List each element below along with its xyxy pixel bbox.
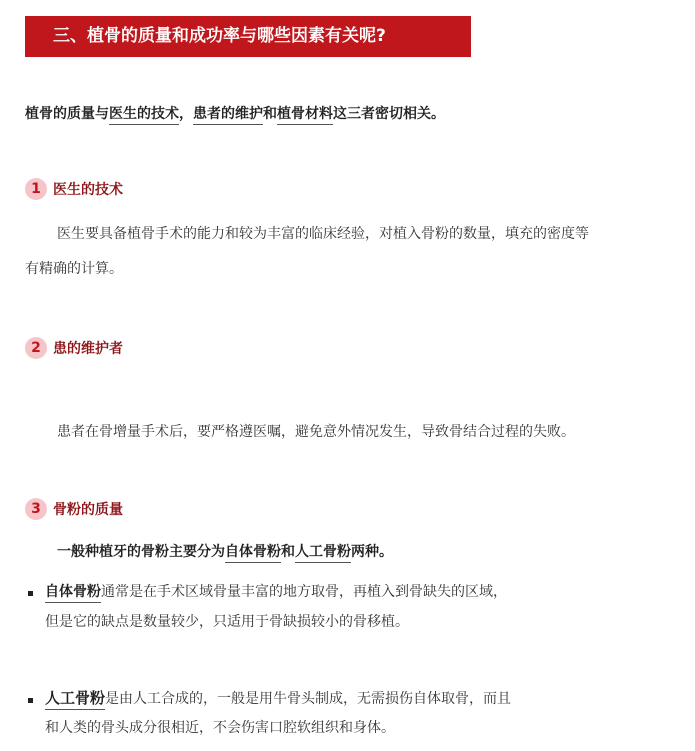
section-heading-3: [25, 497, 123, 521]
section-title-banner: [25, 16, 471, 57]
intro-text: 和: [263, 106, 277, 122]
lead-keyword-artificial: 人工骨粉: [295, 544, 351, 563]
intro-keyword-doctor: 医生的技术: [109, 106, 179, 125]
bullet-text: 是由人工合成的，一般是用牛骨头制成，无需损伤自体取骨，而且: [105, 691, 512, 707]
bullet-1-line-2: 但是它的缺点是数量较少，只适用于骨缺损较小的骨移植。: [45, 614, 409, 630]
section-1-line-1: 医生要具备植骨手术的能力和较为丰富的临床经验，对植入骨粉的数量，填充的密度等: [57, 226, 589, 242]
section-heading-title: 患的维护者: [53, 341, 123, 357]
section-1-line-2: 有精确的计算。: [25, 261, 123, 277]
intro-text: 植骨的质量与: [25, 106, 109, 122]
section-heading-title: 骨粉的质量: [53, 502, 123, 518]
section-2-line-1: 患者在骨增量手术后，要严格遵医嘱，避免意外情况发生，导致骨结合过程的失败。: [57, 424, 575, 440]
intro-text: 这三者密切相关。: [333, 106, 445, 122]
number-badge: 1: [25, 178, 47, 200]
number-badge: 3: [25, 498, 47, 520]
bullet-1-line-1: [45, 581, 507, 603]
intro-keyword-material: 植骨材料: [277, 106, 333, 125]
section-heading-title: 医生的技术: [53, 182, 123, 198]
intro-text: ，: [179, 106, 193, 122]
section-title: 三、植骨的质量和成功率与哪些因素有关呢?: [53, 26, 386, 46]
bullet-2-line-2: 和人类的骨头成分很相近，不会伤害口腔软组织和身体。: [45, 720, 395, 736]
bullet-text: 通常是在手术区域骨量丰富的地方取骨，再植入到骨缺失的区域，: [101, 584, 507, 600]
bullet-marker: [28, 591, 33, 596]
section-heading-2: [25, 336, 123, 360]
number-badge: 2: [25, 337, 47, 359]
bullet-2-line-1: [45, 687, 511, 710]
lead-keyword-autologous: 自体骨粉: [225, 544, 281, 563]
lead-text: 一般种植牙的骨粉主要分为: [57, 544, 225, 560]
lead-text: 和: [281, 544, 295, 560]
bullet-term: 自体骨粉: [45, 584, 101, 603]
section-heading-1: [25, 177, 123, 201]
lead-text: 两种。: [351, 544, 393, 560]
intro-keyword-patient: 患者的维护: [193, 106, 263, 125]
bullet-marker: [28, 698, 33, 703]
section-3-lead: [57, 541, 393, 563]
bullet-term: 人工骨粉: [45, 689, 105, 710]
intro-paragraph: [25, 103, 445, 125]
